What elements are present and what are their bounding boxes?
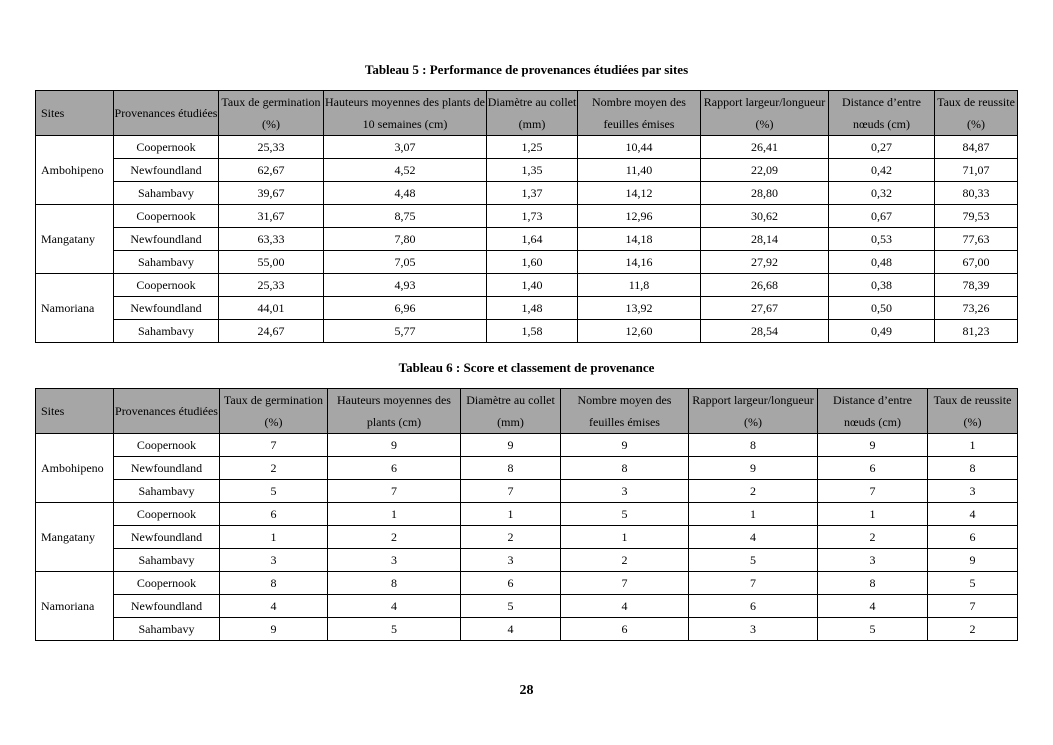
value-cell: 2 — [461, 526, 561, 549]
table6 — [35, 388, 1018, 641]
table-row — [36, 228, 1018, 251]
value-cell: 6 — [561, 618, 689, 641]
value-cell: 62,67 — [219, 159, 324, 182]
value-cell: 4 — [561, 595, 689, 618]
value-cell: 13,92 — [578, 297, 701, 320]
table-row — [36, 457, 1018, 480]
value-cell: 28,54 — [701, 320, 829, 343]
value-cell: 22,09 — [701, 159, 829, 182]
value-cell: 7 — [220, 434, 328, 457]
provenance-cell: Sahambavy — [114, 480, 220, 503]
provenance-cell: Coopernook — [114, 572, 220, 595]
value-cell: 1,64 — [487, 228, 578, 251]
provenance-cell: Coopernook — [114, 274, 219, 297]
value-cell: 9 — [818, 434, 928, 457]
value-cell: 63,33 — [219, 228, 324, 251]
column-header: Taux de reussite (%) — [928, 389, 1018, 434]
provenance-cell: Newfoundland — [114, 228, 219, 251]
page-number: 28 — [519, 683, 534, 698]
column-header: Provenances étudiées — [114, 91, 219, 136]
value-cell: 9 — [561, 434, 689, 457]
value-cell: 4 — [220, 595, 328, 618]
value-cell: 31,67 — [219, 205, 324, 228]
table6-header-row — [36, 389, 1018, 434]
value-cell: 11,40 — [578, 159, 701, 182]
value-cell: 5 — [818, 618, 928, 641]
value-cell: 4 — [328, 595, 461, 618]
table-row — [36, 618, 1018, 641]
provenance-cell: Newfoundland — [114, 526, 220, 549]
value-cell: 7 — [928, 595, 1018, 618]
column-header: Sites — [36, 389, 114, 434]
value-cell: 8,75 — [324, 205, 487, 228]
value-cell: 6 — [928, 526, 1018, 549]
provenance-cell: Sahambavy — [114, 251, 219, 274]
value-cell: 1 — [818, 503, 928, 526]
value-cell: 4 — [461, 618, 561, 641]
value-cell: 7,80 — [324, 228, 487, 251]
table-row — [36, 595, 1018, 618]
value-cell: 3,07 — [324, 136, 487, 159]
value-cell: 1 — [461, 503, 561, 526]
value-cell: 11,8 — [578, 274, 701, 297]
column-header: Hauteurs moyennes des plants (cm) — [328, 389, 461, 434]
value-cell: 6 — [689, 595, 818, 618]
value-cell: 4,93 — [324, 274, 487, 297]
table-row — [36, 503, 1018, 526]
value-cell: 8 — [928, 457, 1018, 480]
value-cell: 8 — [818, 572, 928, 595]
value-cell: 1 — [220, 526, 328, 549]
column-header: Taux de germination (%) — [220, 389, 328, 434]
column-header: Rapport largeur/longueur (%) — [701, 91, 829, 136]
table-row — [36, 251, 1018, 274]
value-cell: 8 — [561, 457, 689, 480]
value-cell: 5 — [461, 595, 561, 618]
value-cell: 0,53 — [829, 228, 935, 251]
value-cell: 1 — [328, 503, 461, 526]
value-cell: 14,16 — [578, 251, 701, 274]
column-header: Provenances étudiées — [114, 389, 220, 434]
value-cell: 0,49 — [829, 320, 935, 343]
value-cell: 5 — [328, 618, 461, 641]
value-cell: 78,39 — [935, 274, 1018, 297]
column-header: Hauteurs moyennes des plants de 10 semaines (cm) — [324, 91, 487, 136]
provenance-cell: Coopernook — [114, 503, 220, 526]
column-header: Nombre moyen des feuilles émises — [578, 91, 701, 136]
value-cell: 2 — [561, 549, 689, 572]
provenance-cell: Newfoundland — [114, 297, 219, 320]
column-header: Distance d’entre nœuds (cm) — [829, 91, 935, 136]
value-cell: 1 — [561, 526, 689, 549]
value-cell: 3 — [928, 480, 1018, 503]
value-cell: 4,48 — [324, 182, 487, 205]
value-cell: 6,96 — [324, 297, 487, 320]
value-cell: 0,32 — [829, 182, 935, 205]
value-cell: 2 — [818, 526, 928, 549]
column-header: Sites — [36, 91, 114, 136]
column-header: Taux de reussite (%) — [935, 91, 1018, 136]
provenance-cell: Newfoundland — [114, 457, 220, 480]
value-cell: 3 — [328, 549, 461, 572]
value-cell: 26,68 — [701, 274, 829, 297]
value-cell: 8 — [461, 457, 561, 480]
provenance-cell: Coopernook — [114, 136, 219, 159]
value-cell: 0,48 — [829, 251, 935, 274]
value-cell: 26,41 — [701, 136, 829, 159]
value-cell: 7 — [689, 572, 818, 595]
value-cell: 6 — [328, 457, 461, 480]
value-cell: 8 — [328, 572, 461, 595]
value-cell: 2 — [328, 526, 461, 549]
value-cell: 2 — [928, 618, 1018, 641]
value-cell: 9 — [689, 457, 818, 480]
table-row — [36, 320, 1018, 343]
value-cell: 5 — [689, 549, 818, 572]
value-cell: 0,50 — [829, 297, 935, 320]
value-cell: 3 — [818, 549, 928, 572]
value-cell: 73,26 — [935, 297, 1018, 320]
site-cell: Namoriana — [36, 572, 114, 641]
column-header: Distance d’entre nœuds (cm) — [818, 389, 928, 434]
provenance-cell: Newfoundland — [114, 159, 219, 182]
value-cell: 12,96 — [578, 205, 701, 228]
value-cell: 7 — [461, 480, 561, 503]
value-cell: 1 — [928, 434, 1018, 457]
value-cell: 27,67 — [701, 297, 829, 320]
table-row — [36, 205, 1018, 228]
column-header: Rapport largeur/longueur (%) — [689, 389, 818, 434]
value-cell: 27,92 — [701, 251, 829, 274]
table-row — [36, 526, 1018, 549]
column-header: Diamètre au collet (mm) — [487, 91, 578, 136]
value-cell: 1,60 — [487, 251, 578, 274]
table-row — [36, 182, 1018, 205]
provenance-cell: Sahambavy — [114, 549, 220, 572]
table-row — [36, 297, 1018, 320]
column-header: Diamètre au collet (mm) — [461, 389, 561, 434]
value-cell: 7 — [328, 480, 461, 503]
value-cell: 28,80 — [701, 182, 829, 205]
value-cell: 0,27 — [829, 136, 935, 159]
value-cell: 3 — [220, 549, 328, 572]
table5-header-row — [36, 91, 1018, 136]
provenance-cell: Sahambavy — [114, 182, 219, 205]
table-row — [36, 136, 1018, 159]
value-cell: 3 — [561, 480, 689, 503]
value-cell: 77,63 — [935, 228, 1018, 251]
value-cell: 6 — [220, 503, 328, 526]
site-cell: Ambohipeno — [36, 434, 114, 503]
value-cell: 67,00 — [935, 251, 1018, 274]
value-cell: 30,62 — [701, 205, 829, 228]
value-cell: 0,67 — [829, 205, 935, 228]
value-cell: 4 — [928, 503, 1018, 526]
value-cell: 71,07 — [935, 159, 1018, 182]
provenance-cell: Newfoundland — [114, 595, 220, 618]
site-cell: Mangatany — [36, 205, 114, 274]
value-cell: 5,77 — [324, 320, 487, 343]
site-cell: Namoriana — [36, 274, 114, 343]
value-cell: 5 — [561, 503, 689, 526]
value-cell: 3 — [461, 549, 561, 572]
table5 — [35, 90, 1018, 343]
provenance-cell: Coopernook — [114, 205, 219, 228]
column-header: Nombre moyen des feuilles émises — [561, 389, 689, 434]
table5-caption: Tableau 5 : Performance de provenances étudiées par sites — [364, 62, 689, 77]
table-row — [36, 159, 1018, 182]
value-cell: 9 — [928, 549, 1018, 572]
value-cell: 9 — [461, 434, 561, 457]
value-cell: 79,53 — [935, 205, 1018, 228]
table-row — [36, 274, 1018, 297]
value-cell: 6 — [461, 572, 561, 595]
column-header: Taux de germination (%) — [219, 91, 324, 136]
value-cell: 14,12 — [578, 182, 701, 205]
value-cell: 1,25 — [487, 136, 578, 159]
table-row — [36, 434, 1018, 457]
value-cell: 1,58 — [487, 320, 578, 343]
value-cell: 1,40 — [487, 274, 578, 297]
value-cell: 8 — [220, 572, 328, 595]
table6-caption: Tableau 6 : Score et classement de provenance — [398, 360, 655, 375]
value-cell: 8 — [689, 434, 818, 457]
value-cell: 3 — [689, 618, 818, 641]
value-cell: 14,18 — [578, 228, 701, 251]
provenance-cell: Coopernook — [114, 434, 220, 457]
value-cell: 1,73 — [487, 205, 578, 228]
value-cell: 9 — [220, 618, 328, 641]
value-cell: 9 — [328, 434, 461, 457]
table-row — [36, 480, 1018, 503]
value-cell: 5 — [928, 572, 1018, 595]
value-cell: 1 — [689, 503, 818, 526]
value-cell: 5 — [220, 480, 328, 503]
value-cell: 28,14 — [701, 228, 829, 251]
site-cell: Mangatany — [36, 503, 114, 572]
table-row — [36, 572, 1018, 595]
site-cell: Ambohipeno — [36, 136, 114, 205]
value-cell: 44,01 — [219, 297, 324, 320]
value-cell: 12,60 — [578, 320, 701, 343]
value-cell: 2 — [689, 480, 818, 503]
value-cell: 1,35 — [487, 159, 578, 182]
value-cell: 6 — [818, 457, 928, 480]
value-cell: 7 — [561, 572, 689, 595]
value-cell: 55,00 — [219, 251, 324, 274]
value-cell: 7,05 — [324, 251, 487, 274]
provenance-cell: Sahambavy — [114, 618, 220, 641]
value-cell: 0,38 — [829, 274, 935, 297]
table-row — [36, 549, 1018, 572]
value-cell: 80,33 — [935, 182, 1018, 205]
value-cell: 24,67 — [219, 320, 324, 343]
value-cell: 39,67 — [219, 182, 324, 205]
value-cell: 25,33 — [219, 274, 324, 297]
value-cell: 84,87 — [935, 136, 1018, 159]
value-cell: 81,23 — [935, 320, 1018, 343]
value-cell: 1,48 — [487, 297, 578, 320]
value-cell: 7 — [818, 480, 928, 503]
value-cell: 4 — [689, 526, 818, 549]
value-cell: 4 — [818, 595, 928, 618]
value-cell: 10,44 — [578, 136, 701, 159]
value-cell: 4,52 — [324, 159, 487, 182]
value-cell: 1,37 — [487, 182, 578, 205]
value-cell: 0,42 — [829, 159, 935, 182]
value-cell: 2 — [220, 457, 328, 480]
provenance-cell: Sahambavy — [114, 320, 219, 343]
value-cell: 25,33 — [219, 136, 324, 159]
